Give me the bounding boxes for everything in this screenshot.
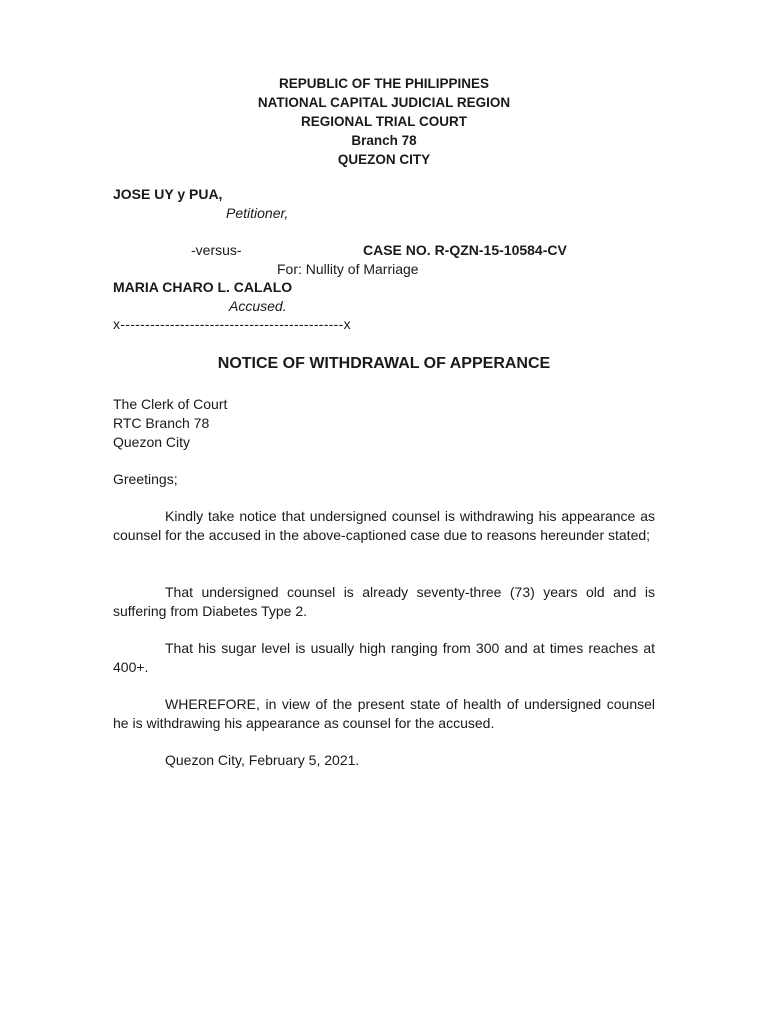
- body-paragraph-1: Kindly take notice that undersigned counsel is withdrawing his appearance as counsel for the accused in the above-captioned case due to reasons hereunder stated;: [113, 508, 655, 543]
- case-nature: For: Nullity of Marriage: [277, 261, 419, 277]
- body-paragraph-5: Quezon City, February 5, 2021.: [165, 752, 360, 768]
- header-city: QUEZON CITY: [337, 152, 431, 167]
- caption-separator: x---------------------------------------------x: [113, 316, 351, 332]
- body-paragraph-2: That undersigned counsel is already seventy-three (73) years old and is suffering from Diabetes Type 2.: [113, 584, 655, 619]
- accused-name: MARIA CHARO L. CALALO: [113, 279, 293, 295]
- case-number: CASE NO. R-QZN-15-10584-CV: [363, 242, 567, 258]
- petitioner-name: JOSE UY y PUA,: [113, 186, 223, 202]
- greeting: Greetings;: [113, 471, 178, 487]
- addressee-line-1: The Clerk of Court: [113, 396, 228, 412]
- versus-label: -versus-: [191, 242, 242, 258]
- addressee-line-3: Quezon City: [113, 434, 191, 450]
- petitioner-role: Petitioner,: [226, 205, 289, 221]
- body-paragraph-4: WHEREFORE, in view of the present state of health of undersigned counsel he is withdrawing his appearance as counsel for the accused.: [113, 696, 655, 731]
- document-title: NOTICE OF WITHDRAWAL OF APPERANCE: [217, 355, 551, 372]
- accused-role: Accused.: [229, 298, 287, 314]
- header-branch: Branch 78: [351, 133, 417, 148]
- body-paragraph-3: That his sugar level is usually high ranging from 300 and at times reaches at 400+.: [113, 640, 655, 675]
- header-region: NATIONAL CAPITAL JUDICIAL REGION: [257, 95, 511, 110]
- header-republic: REPUBLIC OF THE PHILIPPINES: [278, 76, 490, 91]
- addressee-line-2: RTC Branch 78: [113, 415, 210, 431]
- header-court: REGIONAL TRIAL COURT: [300, 114, 467, 129]
- court-header: [0, 74, 768, 169]
